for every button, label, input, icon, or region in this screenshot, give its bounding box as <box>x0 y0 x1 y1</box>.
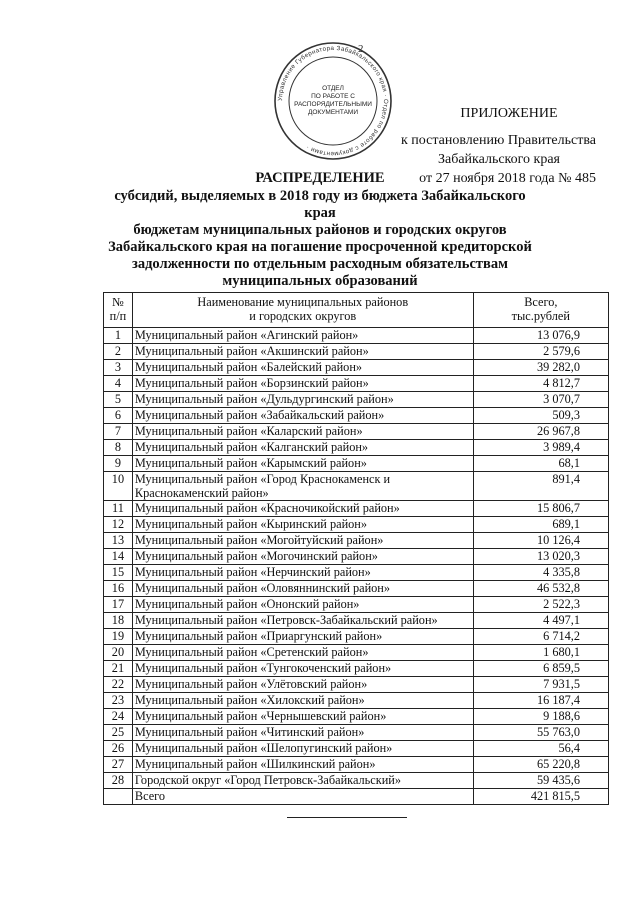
row-value: 6 859,5 <box>473 661 608 677</box>
row-number: 6 <box>104 408 133 424</box>
row-number: 12 <box>104 517 133 533</box>
table-header-row <box>104 293 609 328</box>
row-value: 4 335,8 <box>473 565 608 581</box>
row-name: Муниципальный район «Борзинский район» <box>132 376 473 392</box>
table-row <box>104 376 609 392</box>
row-name: Муниципальный район «Шилкинский район» <box>132 757 473 773</box>
table-row <box>104 629 609 645</box>
official-stamp <box>270 38 396 164</box>
table-row <box>104 597 609 613</box>
row-name: Муниципальный район «Дульдургинский район» <box>132 392 473 408</box>
stamp-line: ПО РАБОТЕ С <box>311 93 355 100</box>
row-number: 22 <box>104 677 133 693</box>
row-number: 19 <box>104 629 133 645</box>
row-number: 13 <box>104 533 133 549</box>
row-value: 1 680,1 <box>473 645 608 661</box>
header-total: Всего, тыс.рублей <box>473 293 608 328</box>
table-row <box>104 440 609 456</box>
row-number: 21 <box>104 661 133 677</box>
stamp-line: РАСПОРЯДИТЕЛЬНЫМИ <box>294 101 372 108</box>
stamp-ring-text: Управление Губернатора Забайкальского края · Отдел по работе с документами · <box>276 44 390 158</box>
row-number: 8 <box>104 440 133 456</box>
row-value: 15 806,7 <box>473 501 608 517</box>
row-name: Городской округ «Город Петровск-Забайкальский» <box>132 773 473 789</box>
row-name: Муниципальный район «Город Краснокаменск и Краснокаменский район» <box>132 472 473 501</box>
row-name: Муниципальный район «Кыринский район» <box>132 517 473 533</box>
row-number: 15 <box>104 565 133 581</box>
distribution-table <box>103 292 609 805</box>
row-number: 2 <box>104 344 133 360</box>
table-row <box>104 725 609 741</box>
row-name: Муниципальный район «Читинский район» <box>132 725 473 741</box>
row-number <box>104 789 133 805</box>
table-row <box>104 533 609 549</box>
row-name: Муниципальный район «Петровск-Забайкальский район» <box>132 613 473 629</box>
title-line: бюджетам муниципальных районов и городских округов <box>133 222 507 238</box>
row-number: 9 <box>104 456 133 472</box>
row-name: Муниципальный район «Каларский район» <box>132 424 473 440</box>
row-value: 509,3 <box>473 408 608 424</box>
row-number: 25 <box>104 725 133 741</box>
row-number: 4 <box>104 376 133 392</box>
row-name: Муниципальный район «Приаргунский район» <box>132 629 473 645</box>
page-number: 2 <box>358 43 364 55</box>
row-number: 7 <box>104 424 133 440</box>
row-value: 3 070,7 <box>473 392 608 408</box>
row-value: 2 522,3 <box>473 597 608 613</box>
table-row <box>104 773 609 789</box>
row-value: 56,4 <box>473 741 608 757</box>
row-number: 24 <box>104 709 133 725</box>
row-value: 9 188,6 <box>473 709 608 725</box>
appendix-title: ПРИЛОЖЕНИЕ <box>460 106 558 121</box>
row-number: 14 <box>104 549 133 565</box>
row-value: 13 020,3 <box>473 549 608 565</box>
row-value: 39 282,0 <box>473 360 608 376</box>
row-name: Муниципальный район «Карымский район» <box>132 456 473 472</box>
appendix-line: к постановлению Правительства <box>400 133 596 148</box>
stamp-line: ДОКУМЕНТАМИ <box>307 109 359 116</box>
header-num: № п/п <box>104 293 133 328</box>
row-value: 26 967,8 <box>473 424 608 440</box>
table-row <box>104 565 609 581</box>
row-value: 55 763,0 <box>473 725 608 741</box>
table-row <box>104 360 609 376</box>
row-value: 16 187,4 <box>473 693 608 709</box>
row-name: Муниципальный район «Могойтуйский район» <box>132 533 473 549</box>
stamp-line: ОТДЕЛ <box>322 85 344 92</box>
row-value: 689,1 <box>473 517 608 533</box>
row-number: 26 <box>104 741 133 757</box>
title-line: субсидий, выделяемых в 2018 году из бюджета Забайкальского края <box>114 188 526 221</box>
row-name: Муниципальный район «Балейский район» <box>132 360 473 376</box>
row-number: 11 <box>104 501 133 517</box>
table-row <box>104 328 609 344</box>
title-line: задолженности по отдельным расходным обязательствам <box>132 256 508 272</box>
table-total-row <box>104 789 609 805</box>
table-row <box>104 408 609 424</box>
row-number: 20 <box>104 645 133 661</box>
row-name: Муниципальный район «Забайкальский район» <box>132 408 473 424</box>
table-row <box>104 661 609 677</box>
appendix-line: Забайкальского края <box>437 152 560 167</box>
table-row <box>104 709 609 725</box>
row-name: Муниципальный район «Акшинский район» <box>132 344 473 360</box>
table-row <box>104 677 609 693</box>
table-row <box>104 645 609 661</box>
row-value: 13 076,9 <box>473 328 608 344</box>
row-number: 3 <box>104 360 133 376</box>
table-row <box>104 344 609 360</box>
row-value: 4 812,7 <box>473 376 608 392</box>
row-name: Муниципальный район «Красночикойский район» <box>132 501 473 517</box>
row-value: 4 497,1 <box>473 613 608 629</box>
row-value: 7 931,5 <box>473 677 608 693</box>
table-row <box>104 456 609 472</box>
table-row <box>104 757 609 773</box>
row-number: 1 <box>104 328 133 344</box>
row-value: 68,1 <box>473 456 608 472</box>
title-line: Забайкальского края на погашение просроченной кредиторской <box>108 239 532 255</box>
row-name: Муниципальный район «Оловяннинский район» <box>132 581 473 597</box>
table-row <box>104 501 609 517</box>
row-value: 891,4 <box>473 472 608 501</box>
row-value: 10 126,4 <box>473 533 608 549</box>
title-main: РАСПРЕДЕЛЕНИЕ <box>255 170 385 186</box>
row-value: 2 579,6 <box>473 344 608 360</box>
table-row <box>104 581 609 597</box>
row-name: Муниципальный район «Хилокский район» <box>132 693 473 709</box>
table-row <box>104 549 609 565</box>
table-row <box>104 392 609 408</box>
row-value: 65 220,8 <box>473 757 608 773</box>
table-row <box>104 613 609 629</box>
table-row <box>104 517 609 533</box>
row-number: 23 <box>104 693 133 709</box>
table-row <box>104 472 609 501</box>
row-value: 6 714,2 <box>473 629 608 645</box>
row-number: 16 <box>104 581 133 597</box>
row-number: 10 <box>104 472 133 501</box>
row-number: 17 <box>104 597 133 613</box>
row-number: 28 <box>104 773 133 789</box>
row-name: Муниципальный район «Чернышевский район» <box>132 709 473 725</box>
row-name: Муниципальный район «Калганский район» <box>132 440 473 456</box>
table-row <box>104 424 609 440</box>
row-name: Муниципальный район «Ононский район» <box>132 597 473 613</box>
title-line: муниципальных образований <box>222 273 418 289</box>
closing-line <box>287 817 407 818</box>
row-number: 27 <box>104 757 133 773</box>
row-number: 18 <box>104 613 133 629</box>
row-name: Муниципальный район «Агинский район» <box>132 328 473 344</box>
appendix-line: от 27 ноября 2018 года № 485 <box>419 171 596 186</box>
row-value: 421 815,5 <box>473 789 608 805</box>
row-name: Всего <box>132 789 473 805</box>
row-name: Муниципальный район «Улётовский район» <box>132 677 473 693</box>
row-value: 59 435,6 <box>473 773 608 789</box>
table-row <box>104 741 609 757</box>
row-value: 46 532,8 <box>473 581 608 597</box>
row-value: 3 989,4 <box>473 440 608 456</box>
row-name: Муниципальный район «Сретенский район» <box>132 645 473 661</box>
document-title <box>100 170 540 290</box>
header-name: Наименование муниципальных районов и городских округов <box>132 293 473 328</box>
row-name: Муниципальный район «Тунгокоченский район» <box>132 661 473 677</box>
row-name: Муниципальный район «Нерчинский район» <box>132 565 473 581</box>
row-number: 5 <box>104 392 133 408</box>
row-name: Муниципальный район «Шелопугинский район» <box>132 741 473 757</box>
table-row <box>104 693 609 709</box>
row-name: Муниципальный район «Могочинский район» <box>132 549 473 565</box>
